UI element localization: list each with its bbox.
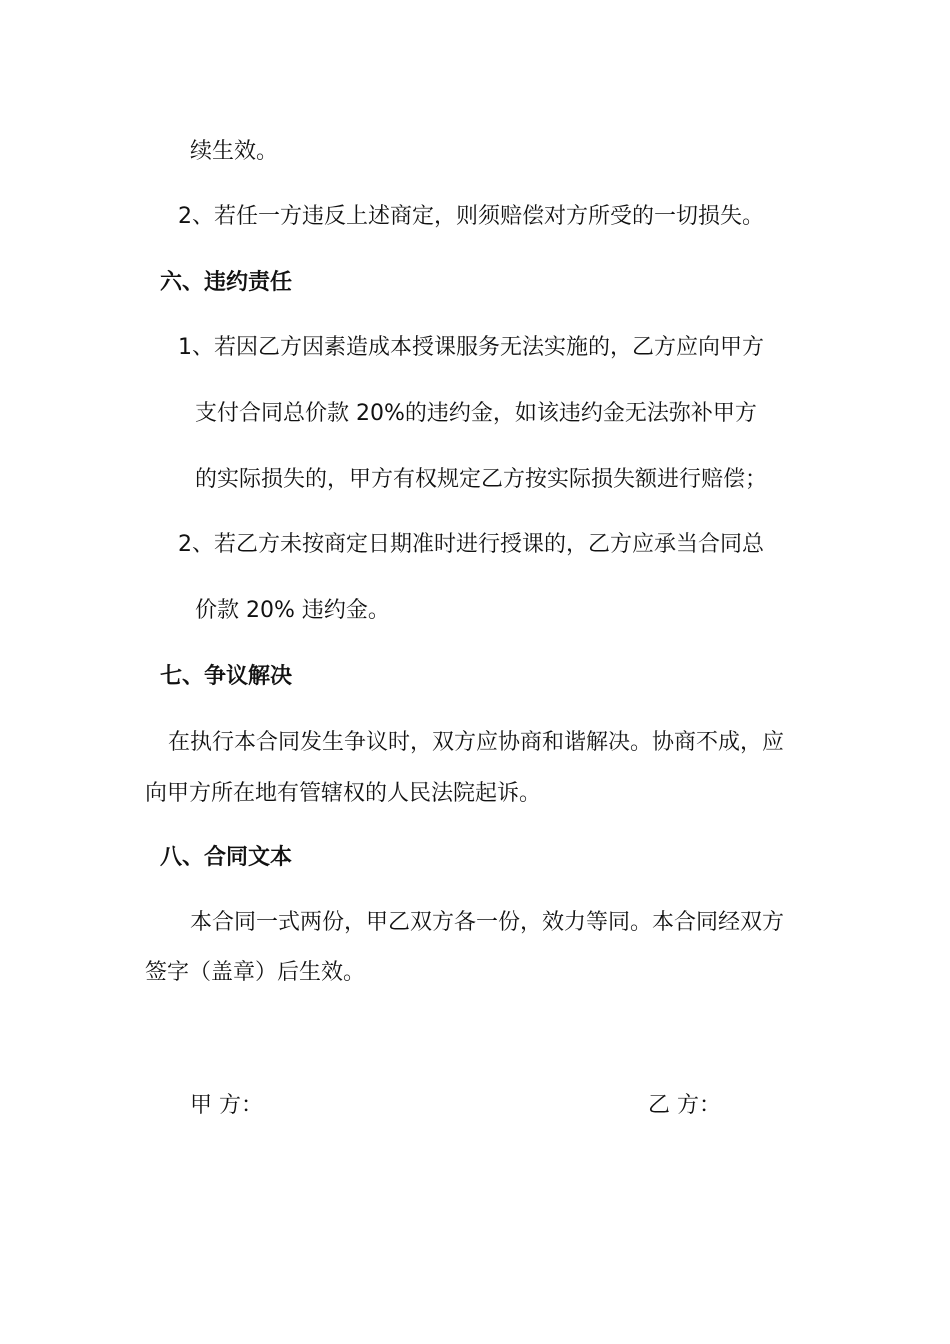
section7-para-line2: 向甲方所在地有管辖权的人民法院起诉。 [145, 781, 542, 806]
section7-para-line1: 在执行本合同发生争议时，双方应协商和谐解决。协商不成，应 [168, 730, 785, 755]
section5-continued-line: 续生效。 [190, 139, 279, 164]
party-a-signature-label: 甲 方： [190, 1093, 263, 1118]
section6-item2-line1: 2、若乙方未按商定日期准时进行授课的，乙方应承当合同总 [178, 532, 764, 557]
section8-heading: 八、合同文本 [160, 845, 293, 870]
section6-heading: 六、违约责任 [160, 270, 293, 295]
section5-item2: 2、若任一方违反上述商定，则须赔偿对方所受的一切损失。 [178, 204, 764, 229]
party-b-signature-label: 乙 方： [648, 1093, 721, 1118]
section8-para-line2: 签字（盖章）后生效。 [145, 960, 366, 985]
section6-item2-line2: 价款 20% 违约金。 [195, 598, 390, 623]
section6-item1-line2: 支付合同总价款 20%的违约金，如该违约金无法弥补甲方 [195, 401, 757, 426]
section6-item1-line3: 的实际损失的，甲方有权规定乙方按实际损失额进行赔偿； [195, 467, 768, 492]
section7-heading: 七、争议解决 [160, 664, 293, 689]
section8-para-line1: 本合同一式两份，甲乙双方各一份，效力等同。本合同经双方 [190, 910, 785, 935]
section6-item1-line1: 1、若因乙方因素造成本授课服务无法实施的，乙方应向甲方 [178, 335, 764, 360]
